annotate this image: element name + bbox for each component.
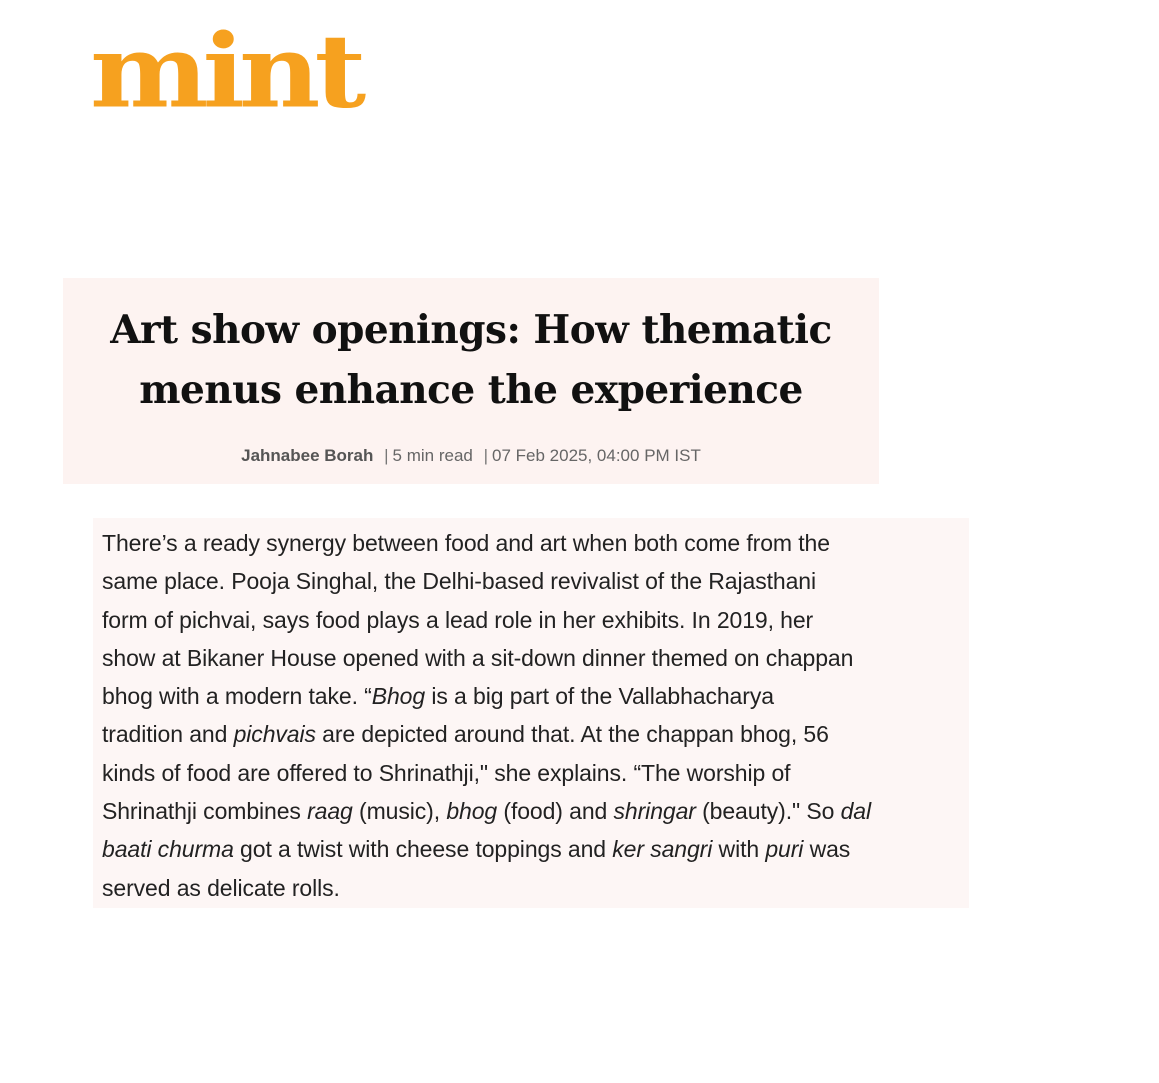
paragraph-line: There’s a ready synergy between food and art when both come from the: [102, 530, 830, 556]
paragraph-line: bhog with a modern take. “Bhog is a big part of the Vallabhacharya: [102, 683, 774, 710]
paragraph-line: same place. Pooja Singhal, the Delhi-based revivalist of the Rajasthani: [102, 568, 816, 595]
byline-separator: |: [384, 446, 389, 465]
mint-logo[interactable]: mint: [90, 13, 361, 131]
headline-line-1: Art show openings: How thematic: [110, 307, 832, 353]
publish-date: 07 Feb 2025, 04:00 PM IST: [492, 446, 701, 465]
article-byline: [63, 446, 879, 466]
paragraph-line: form of pichvai, says food plays a lead role in her exhibits. In 2019, her: [102, 606, 814, 633]
paragraph-line: show at Bikaner House opened with a sit-down dinner themed on chappan: [102, 644, 854, 671]
article-headline: [81, 300, 861, 420]
paragraph-line: kinds of food are offered to Shrinathji," she explains. “The worship of: [102, 759, 791, 786]
article-header: [63, 278, 879, 484]
byline-separator: |: [483, 446, 489, 465]
paragraph-line: Shrinathji combines raag (music), bhog (food) and shringar (beauty)." So dal: [102, 798, 871, 825]
paragraph-line: served as delicate rolls.: [102, 874, 340, 901]
article-body: [93, 518, 969, 908]
author-name[interactable]: Jahnabee Borah: [241, 446, 374, 465]
read-time: 5 min read: [392, 446, 473, 465]
article-paragraph: [102, 524, 969, 907]
headline-line-2: menus enhance the experience: [139, 367, 803, 413]
paragraph-line: baati churma got a twist with cheese toppings and ker sangri with puri was: [102, 836, 851, 863]
paragraph-line: tradition and pichvais are depicted around that. At the chappan bhog, 56: [102, 721, 829, 748]
